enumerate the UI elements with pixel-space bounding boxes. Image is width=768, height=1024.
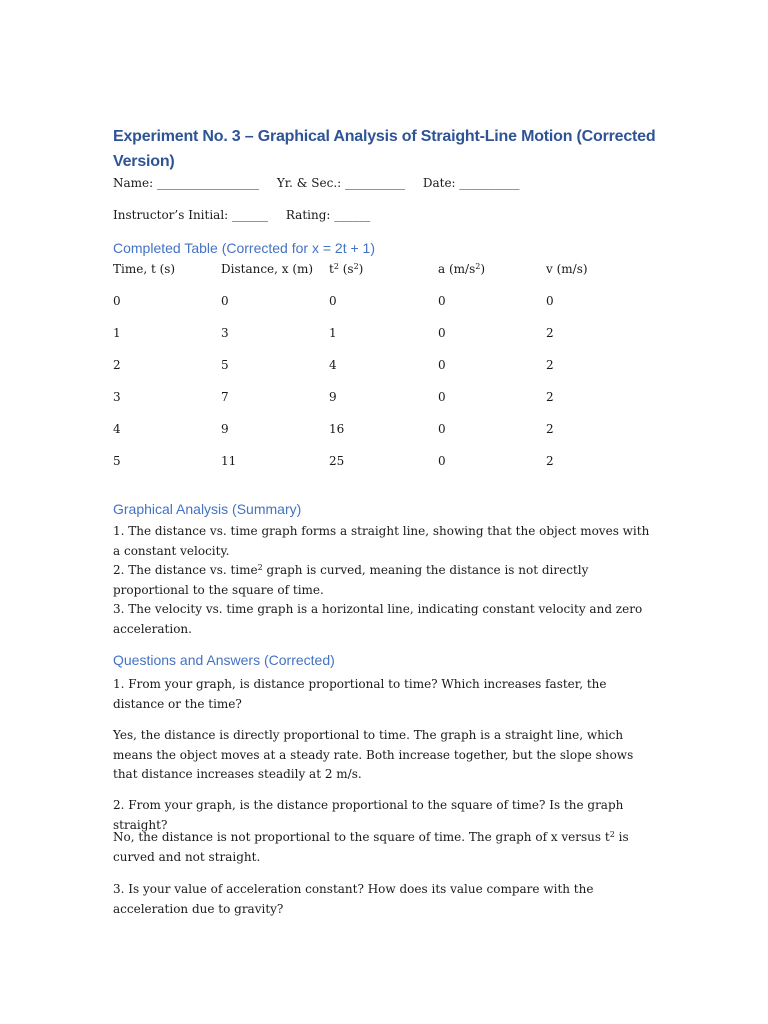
analysis-point-1: 1. The distance vs. time graph forms a straight line, showing that the object moves with a constant velocity. <box>113 524 650 558</box>
student-info-line <box>113 176 533 190</box>
table-cell: 0 <box>438 326 446 340</box>
table-cell: 0 <box>438 390 446 404</box>
table-cell: 0 <box>438 422 446 436</box>
name-field: Name: _________________ <box>113 176 259 190</box>
table-cell: 4 <box>113 422 121 436</box>
table-heading: Completed Table (Corrected for x = 2t + 1) <box>113 240 375 256</box>
table-cell: 7 <box>221 390 229 404</box>
yr-sec-field: Yr. & Sec.: __________ <box>276 176 406 190</box>
table-cell: 0 <box>438 358 446 372</box>
table-cell: 2 <box>546 326 554 340</box>
header-t-squared: $t^2$ $(s^2)$ <box>329 262 364 276</box>
answer-2: No, the distance is not proportional to the square of time. The graph of x versus $t^2$ is curved and not straight. <box>113 830 629 864</box>
table-cell: 4 <box>329 358 337 372</box>
table-cell: 5 <box>221 358 229 372</box>
table-cell: 0 <box>329 294 337 308</box>
header-distance: Distance, x (m) <box>221 262 314 276</box>
table-cell: 11 <box>221 454 237 468</box>
instructor-info-line <box>113 208 384 222</box>
table-cell: 3 <box>113 390 121 404</box>
header-acceleration: a $(m/s^2)$ <box>438 262 486 276</box>
table-cell: 9 <box>329 390 337 404</box>
header-velocity: v (m/s) <box>546 262 588 276</box>
question-1: 1. From your graph, is distance proportional to time? Which increases faster, the distance or the time? <box>113 677 607 711</box>
table-cell: 1 <box>113 326 121 340</box>
table-cell: 0 <box>546 294 554 308</box>
table-cell: 16 <box>329 422 345 436</box>
table-cell: 2 <box>546 390 554 404</box>
table-cell: 3 <box>221 326 229 340</box>
analysis-point-2: 2. The distance vs. time$^2$ graph is curved, meaning the distance is not directly proportional to the square of time. <box>113 563 589 597</box>
question-2: 2. From your graph, is the distance proportional to the square of time? Is the graph straight? <box>113 798 624 832</box>
header-time: Time, t (s) <box>113 262 176 276</box>
table-cell: 5 <box>113 454 121 468</box>
analysis-heading: Graphical Analysis (Summary) <box>113 501 302 517</box>
date-field: Date: __________ <box>422 176 520 190</box>
table-cell: 2 <box>546 358 554 372</box>
table-cell: 2 <box>546 422 554 436</box>
question-3: 3. Is your value of acceleration constant? How does its value compare with the acceleration due to gravity? <box>113 882 594 916</box>
table-cell: 9 <box>221 422 229 436</box>
table-cell: 0 <box>438 454 446 468</box>
analysis-point-3: 3. The velocity vs. time graph is a horizontal line, indicating constant velocity and zero acceleration. <box>113 602 643 636</box>
table-cell: 2 <box>546 454 554 468</box>
instructor-initial-field: Instructor’s Initial: ______ <box>113 208 269 222</box>
document-title: Experiment No. 3 – Graphical Analysis of Straight-Line Motion (Corrected Version) <box>113 128 656 170</box>
table-cell: 0 <box>113 294 121 308</box>
answer-1: Yes, the distance is directly proportional to time. The graph is a straight line, which means the object moves at a steady rate. Both increase together, but the slope shows that distance increases steadily at 2 m/s. <box>113 728 634 781</box>
table-cell: 25 <box>329 454 345 468</box>
rating-field: Rating: ______ <box>285 208 371 222</box>
table-cell: 0 <box>221 294 229 308</box>
table-cell: 2 <box>113 358 121 372</box>
table-cell: 1 <box>329 326 337 340</box>
qa-heading: Questions and Answers (Corrected) <box>113 652 335 668</box>
table-cell: 0 <box>438 294 446 308</box>
